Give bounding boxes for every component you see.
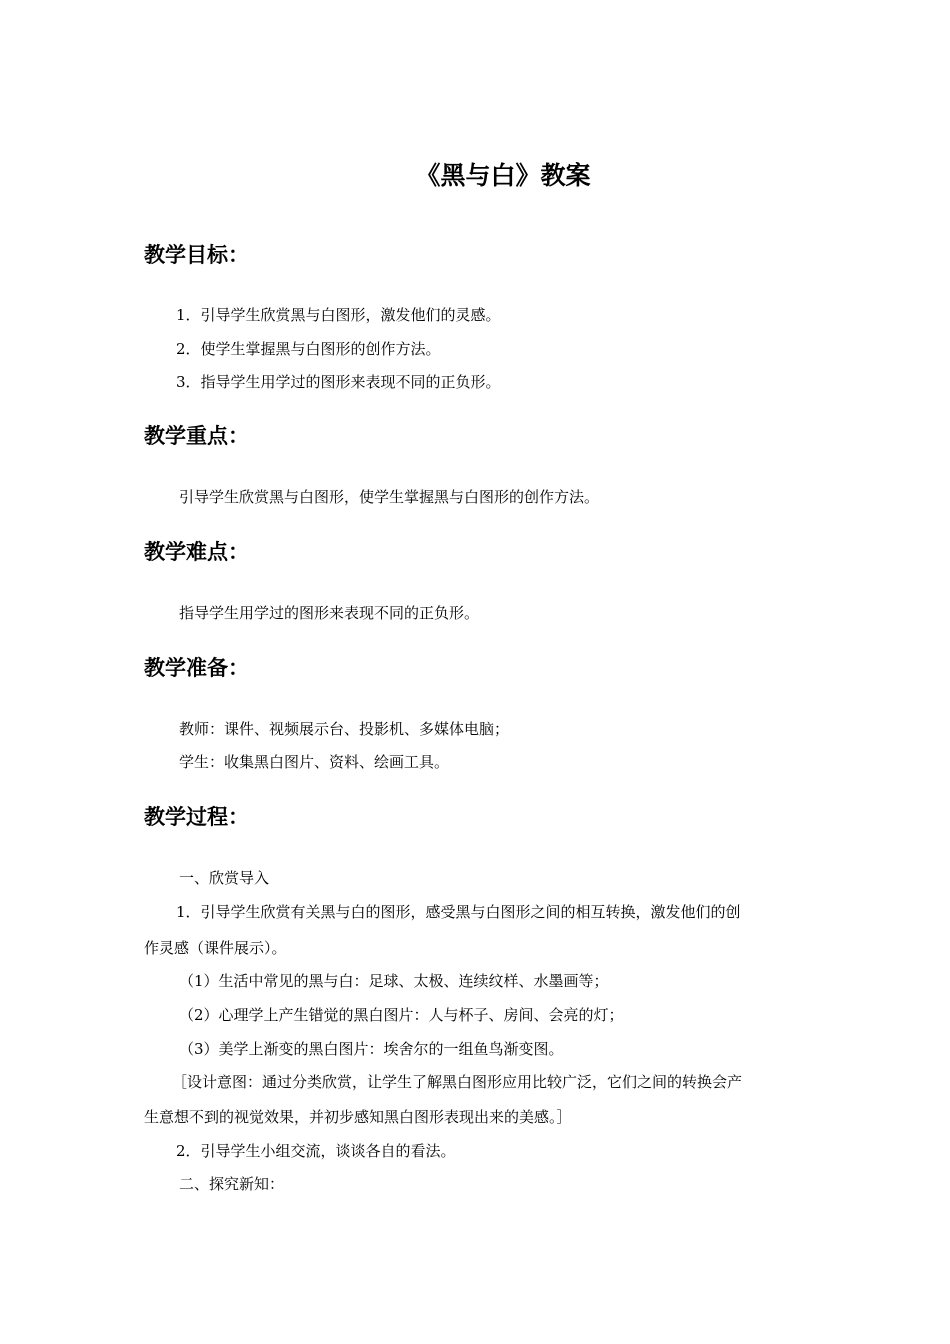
process-design-line2: 生意想不到的视觉效果，并初步感知黑白图形表现出来的美感。］ [144, 1108, 572, 1126]
process-step1-line1: 1．引导学生欣赏有关黑与白的图形，感受黑与白图形之间的相互转换，激发他们的创 [176, 903, 741, 921]
process-sub2: （2）心理学上产生错觉的黑白图片：人与杯子、房间、会亮的灯； [179, 1006, 624, 1024]
heading-process: 教学过程： [144, 805, 249, 829]
process-step1-line2: 作灵感（课件展示）。 [144, 939, 287, 957]
process-part1-title: 一、欣赏导入 [179, 869, 270, 887]
objective-item-1: 1．引导学生欣赏黑与白图形，激发他们的灵感。 [176, 306, 501, 324]
process-sub1: （1）生活中常见的黑与白：足球、太极、连续纹样、水墨画等； [179, 972, 609, 990]
heading-difficulties: 教学难点： [144, 540, 249, 564]
preparation-teacher: 教师：课件、视频展示台、投影机、多媒体电脑； [179, 720, 510, 738]
process-design-line1: ［设计意图：通过分类欣赏，让学生了解黑白图形应用比较广泛，它们之间的转换会产 [172, 1073, 743, 1091]
key-points-text: 引导学生欣赏黑与白图形，使学生掌握黑与白图形的创作方法。 [179, 488, 600, 506]
document-title: 《黑与白》教案 [415, 161, 591, 190]
process-sub3: （3）美学上渐变的黑白图片：埃舍尔的一组鱼鸟渐变图。 [179, 1040, 564, 1058]
heading-key-points: 教学重点： [144, 424, 249, 448]
preparation-student: 学生：收集黑白图片、资料、绘画工具。 [179, 753, 450, 771]
objective-item-2: 2．使学生掌握黑与白图形的创作方法。 [176, 340, 441, 358]
process-part2-title: 二、探究新知： [179, 1175, 285, 1193]
heading-preparation: 教学准备： [144, 656, 249, 680]
process-step2: 2．引导学生小组交流，谈谈各自的看法。 [176, 1142, 456, 1160]
difficulties-text: 指导学生用学过的图形来表现不同的正负形。 [179, 604, 480, 622]
heading-objectives: 教学目标： [144, 243, 249, 267]
objective-item-3: 3．指导学生用学过的图形来表现不同的正负形。 [176, 373, 501, 391]
